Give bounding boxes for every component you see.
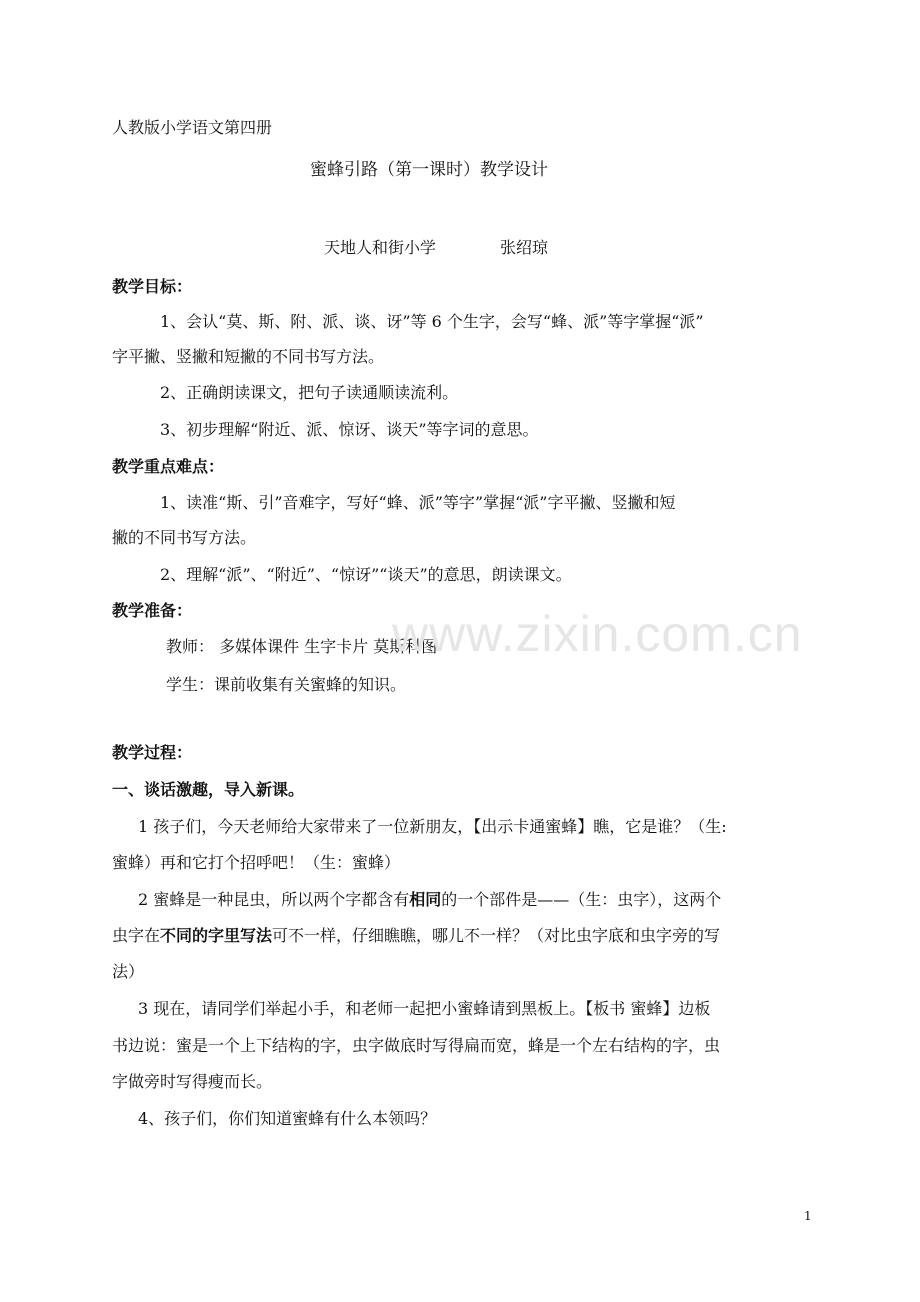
prep-student: 学生：课前收集有关蜜蜂的知识。: [166, 675, 407, 694]
goal-item-1-line-1: 1、会认“莫、斯、附、派、谈、讶”等 6 个生字，会写“蜂、派”等字掌握“派”: [160, 312, 704, 331]
keypoint-item-2: 2、理解“派”、“附近”、“惊讶”“谈天”的意思，朗读课文。: [160, 565, 572, 584]
paragraph-2-line-3: 法）: [112, 962, 145, 981]
keypoints-heading: 教学重点难点：: [112, 457, 225, 476]
paragraph-2-text: 2 蜜蜂是一种昆虫，所以两个字都含有: [138, 890, 410, 909]
paragraph-3-line-3: 字做旁时写得瘦而长。: [112, 1072, 273, 1091]
paragraph-4: 4、孩子们，你们知道蜜蜂有什么本领吗？: [138, 1109, 437, 1128]
paragraph-2-text: 可不一样，仔细瞧瞧，哪儿不一样？（对比虫字底和虫字旁的写: [272, 926, 721, 945]
keypoint-item-1-line-2: 撇的不同书写方法。: [112, 528, 257, 547]
paragraph-3-line-2: 书边说：蜜是一个上下结构的字，虫字做底时写得扁而宽，蜂是一个左右结构的字，虫: [112, 1036, 721, 1055]
paragraph-2-text: 的一个部件是——（生：虫字），这两个: [441, 890, 722, 909]
watermark: www.zixin.com.cn: [392, 606, 803, 662]
page-number: 1: [804, 1209, 812, 1223]
goal-item-2: 2、正确朗读课文，把句子读通顺读流利。: [160, 383, 459, 402]
prep-teacher: 教师： 多媒体课件 生字卡片 莫斯科图: [166, 637, 438, 656]
prep-heading: 教学准备：: [112, 601, 193, 620]
series-label: 人教版小学语文第四册: [112, 118, 273, 137]
paragraph-3-line-1: 3 现在，请同学们举起小手，和老师一起把小蜜蜂请到黑板上。【板书 蜜蜂】边板: [138, 999, 711, 1018]
paragraph-2-text: 虫字在: [112, 926, 161, 945]
school-name: 天地人和街小学: [324, 238, 437, 257]
paragraph-1-line-2: 蜜蜂）再和它打个招呼吧！（生：蜜蜂）: [112, 853, 401, 872]
goal-item-3: 3、初步理解“附近、派、惊讶、谈天”等字词的意思。: [160, 420, 539, 439]
paragraph-2-line-2: [112, 926, 720, 946]
goal-item-1-line-2: 字平撇、竖撇和短撇的不同书写方法。: [112, 347, 385, 366]
emphasis-same: 相同: [409, 890, 442, 909]
emphasis-different-writing: 不同的字里写法: [160, 926, 273, 945]
document-title: 蜜蜂引路（第一课时）教学设计: [310, 160, 548, 180]
process-heading: 教学过程：: [112, 743, 193, 762]
paragraph-2-line-1: [138, 890, 721, 910]
section-1-heading: 一、谈话激趣，导入新课。: [112, 780, 305, 799]
keypoint-item-1-line-1: 1、读准“斯、引”音难字，写好“蜂、派”等字”掌握“派”字平撇、竖撇和短: [160, 493, 676, 512]
author-name: 张绍琼: [500, 238, 549, 257]
goals-heading: 教学目标：: [112, 277, 193, 296]
paragraph-1-line-1: 1 孩子们，今天老师给大家带来了一位新朋友，【出示卡通蜜蜂】瞧，它是谁？（生:: [138, 817, 727, 836]
